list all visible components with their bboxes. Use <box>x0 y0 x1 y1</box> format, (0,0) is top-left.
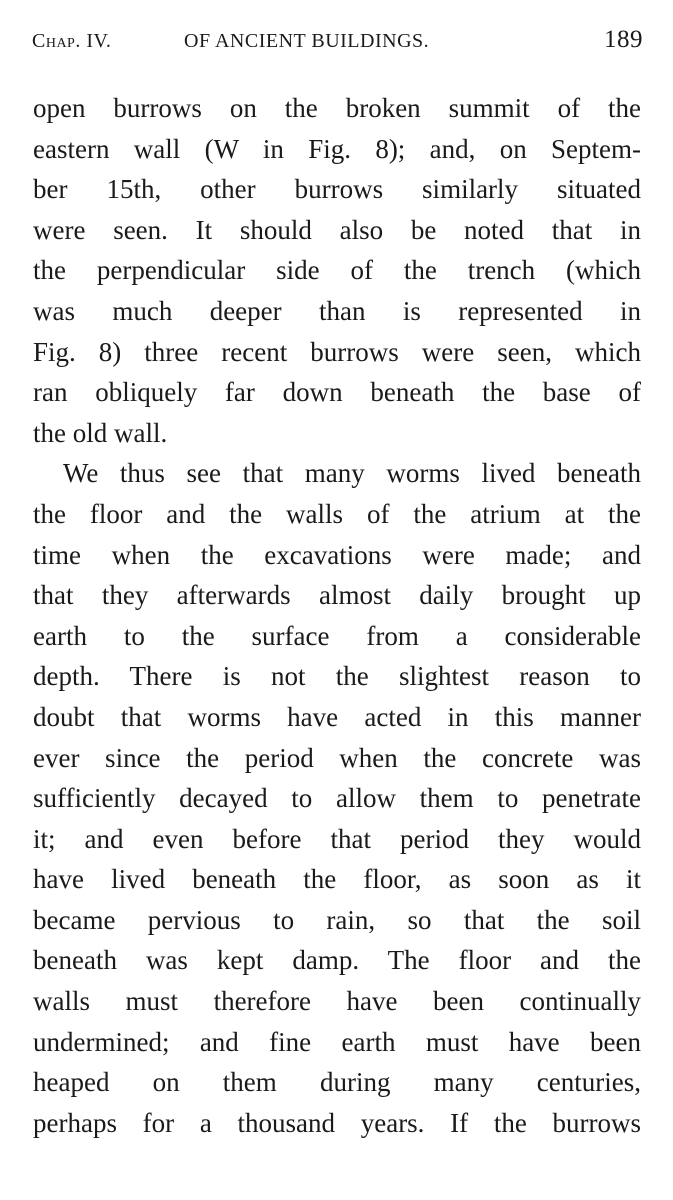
text-line: open burrows on the broken summit of the <box>33 93 641 123</box>
text-line: have lived beneath the floor, as soon as it <box>33 864 641 895</box>
text-line: that they afterwards almost daily brought up <box>33 580 641 611</box>
text-line: We thus see that many worms lived beneath <box>63 458 641 489</box>
text-line: the old wall. <box>33 417 168 448</box>
text-line: sufficiently decayed to allow them to penetrate <box>33 783 641 814</box>
text-line: the perpendicular side of the trench (which <box>33 255 641 286</box>
text-line: doubt that worms have acted in this manner <box>33 701 641 732</box>
text-line: time when the excavations were made; and <box>33 539 641 570</box>
text-line: ran obliquely far down beneath the base of <box>33 377 641 408</box>
text-line: were seen. It should also be noted that in <box>33 214 641 245</box>
page-number: 189 <box>604 26 643 53</box>
text-line: Fig. 8) three recent burrows were seen, which <box>33 336 641 367</box>
paragraph-2 <box>33 453 641 1143</box>
text-line: ever since the period when the concrete was <box>33 742 641 773</box>
text-line: perhaps for a thousand years. If the burrows <box>33 1107 641 1138</box>
text-line: it; and even before that period they would <box>33 823 641 854</box>
text-line: became pervious to rain, so that the soil <box>33 904 641 935</box>
text-line: was much deeper than is represented in <box>33 295 641 326</box>
text-line: heaped on them during many centuries, <box>33 1067 641 1098</box>
text-line: ber 15th, other burrows similarly situated <box>33 174 641 205</box>
chapter-title: OF ANCIENT BUILDINGS. <box>184 30 430 52</box>
running-header <box>32 26 643 64</box>
text-line: beneath was kept damp. The floor and the <box>33 945 641 976</box>
text-line: eastern wall (W in Fig. 8); and, on Septem- <box>33 133 641 164</box>
text-line: walls must therefore have been continually <box>33 986 641 1017</box>
text-line: the floor and the walls of the atrium at the <box>33 498 641 529</box>
body-text <box>33 88 641 1143</box>
chapter-label: Chap. IV. <box>32 30 112 52</box>
text-line: depth. There is not the slightest reason to <box>33 661 641 692</box>
paragraph-1 <box>33 88 641 453</box>
text-line: earth to the surface from a considerable <box>33 620 641 651</box>
text-line: undermined; and fine earth must have been <box>33 1026 641 1057</box>
